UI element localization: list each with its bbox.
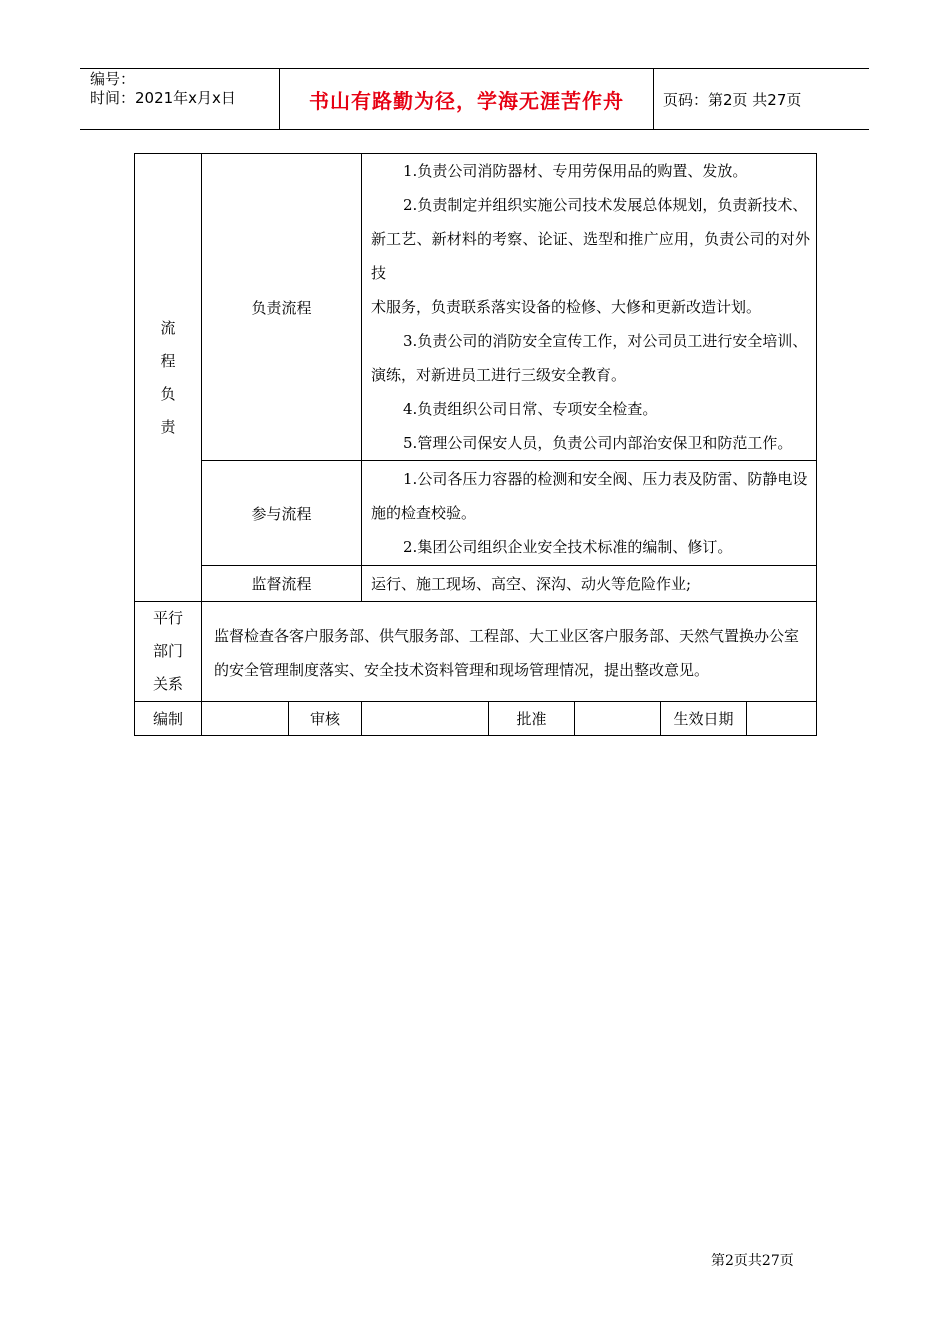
parallel-label-line: 平行 [152,609,183,627]
list-item: 施的检查校验。 [371,504,477,522]
row-signoff [135,702,817,736]
header-number-label: 编号： [90,70,136,88]
header-meta [80,69,280,129]
label-parallel-relations [135,602,202,702]
category-char: 负 [160,384,176,403]
list-item: 1.负责公司消防器材、专用劳保用品的购置、发放。 [403,162,748,180]
value-approve [575,702,661,736]
content-participate-process [362,461,817,566]
page-footer: 第2页共27页 [711,1253,794,1269]
list-item: 5.管理公司保安人员，负责公司内部治安保卫和防范工作。 [403,434,793,452]
content-supervise-process [362,566,817,602]
category-char: 流 [160,318,176,337]
document-header [80,68,869,130]
list-item: 2.集团公司组织企业安全技术标准的编制、修订。 [403,538,733,556]
list-item: 1.公司各压力容器的检测和安全阀、压力表及防雷、防静电设 [403,470,808,488]
row-supervise [135,566,817,602]
value-review [362,702,489,736]
row-responsible [135,154,817,461]
row-participate [135,461,817,566]
list-item: 新工艺、新材料的考察、论证、选型和推广应用，负责公司的对外技 [371,230,811,282]
category-char: 程 [160,351,176,370]
header-time-label: 时间：2021年x月x日 [90,89,236,107]
supervise-text: 运行、施工现场、高空、深沟、动火等危险作业; [371,574,692,593]
label-participate-process: 参与流程 [202,461,362,566]
label-effective-date: 生效日期 [661,702,747,736]
label-supervise-process: 监督流程 [202,566,362,602]
list-item: 2.负责制定并组织实施公司技术发展总体规划，负责新技术、 [403,196,808,214]
content-parallel-relations: 监督检查各客户服务部、供气服务部、工程部、大工业区客户服务部、天然气置换办公室的安全管理制度落实、安全技术资料管理和现场管理情况，提出整改意见。 [202,602,817,702]
list-item: 4.负责组织公司日常、专项安全检查。 [403,400,658,418]
category-process-responsibility [135,154,202,602]
value-compile [202,702,289,736]
list-item: 3.负责公司的消防安全宣传工作，对公司员工进行安全培训、 [403,332,808,350]
header-page-info: 页码：第2页 共27页 [663,90,802,109]
parallel-label-line: 部门 [152,642,183,660]
header-motto: 书山有路勤为径，学海无涯苦作舟 [280,69,654,129]
value-effective-date [747,702,817,736]
label-compile: 编制 [135,702,202,736]
row-parallel [135,602,817,702]
list-item: 演练，对新进员工进行三级安全教育。 [371,366,627,384]
content-responsible-process [362,154,817,461]
responsibility-table [134,153,817,736]
label-review: 审核 [289,702,362,736]
list-item: 术服务，负责联系落实设备的检修、大修和更新改造计划。 [371,298,762,316]
label-approve: 批准 [489,702,575,736]
category-char: 责 [160,417,176,436]
parallel-label-line: 关系 [152,675,183,693]
label-responsible-process: 负责流程 [202,154,362,461]
